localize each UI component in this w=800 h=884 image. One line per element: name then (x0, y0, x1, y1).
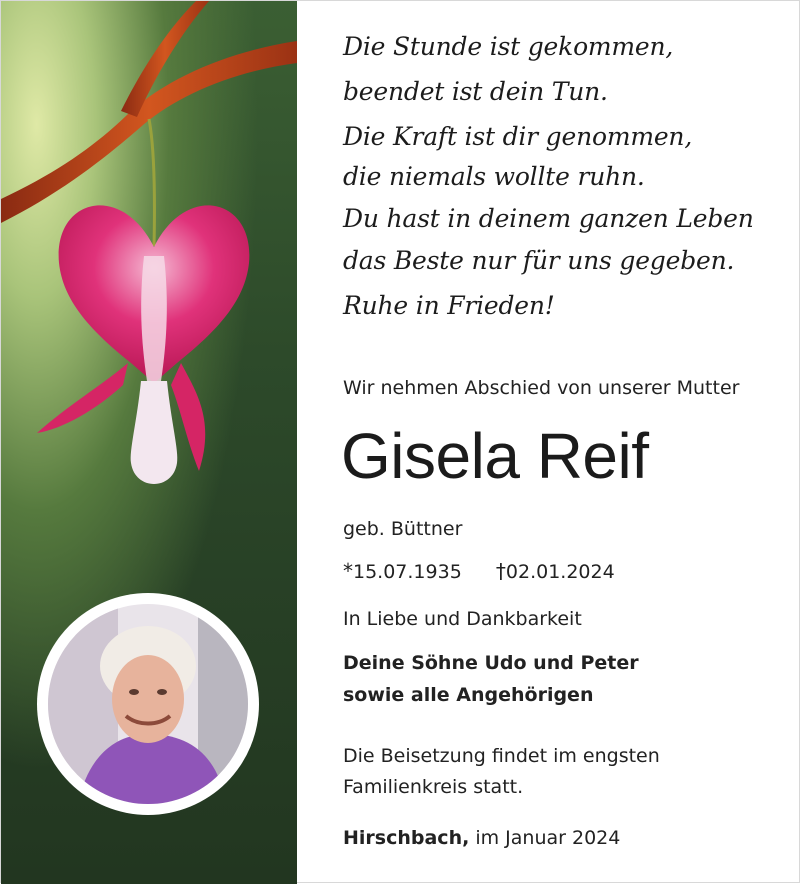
mourners-line: Deine Söhne Udo und Peter (343, 652, 639, 674)
poem-line: Du hast in deinem ganzen Leben (343, 204, 754, 233)
petal-highlight (141, 256, 167, 381)
birth-name: geb. Büttner (343, 518, 463, 540)
place: Hirschbach, (343, 827, 470, 849)
poem-line: das Beste nur für uns gegeben. (343, 246, 735, 275)
portrait-illustration (48, 604, 248, 804)
mourners-line: sowie alle Angehörigen (343, 684, 594, 706)
poem-line: Die Stunde ist gekommen, (343, 32, 674, 61)
funeral-note: Die Beisetzung findet im engsten (343, 745, 660, 767)
flower-stalk (149, 119, 154, 246)
poem-line: Die Kraft ist dir genommen, (343, 122, 693, 151)
life-dates (343, 559, 615, 583)
closing-phrase: In Liebe und Dankbarkeit (343, 608, 582, 630)
portrait-photo (48, 604, 248, 804)
poem-line: beendet ist dein Tun. (343, 77, 608, 106)
text-panel (297, 1, 800, 884)
place-date-line (343, 827, 620, 849)
birth-date: 15.07.1935 (353, 561, 462, 583)
poem-line: die niemals wollte ruhn. (343, 162, 645, 191)
inner-petal (131, 381, 178, 484)
poem-line: Ruhe in Frieden! (343, 291, 555, 320)
left-wing-petal (37, 363, 128, 433)
deceased-name: Gisela Reif (341, 420, 649, 492)
farewell-intro: Wir nehmen Abschied von unserer Mutter (343, 377, 740, 399)
birth-symbol: * (343, 559, 353, 583)
date-line: im Januar 2024 (469, 827, 621, 849)
death-symbol: † (495, 559, 506, 583)
funeral-note: Familienkreis statt. (343, 776, 524, 798)
death-date: 02.01.2024 (505, 561, 615, 583)
flower-image (1, 1, 297, 884)
